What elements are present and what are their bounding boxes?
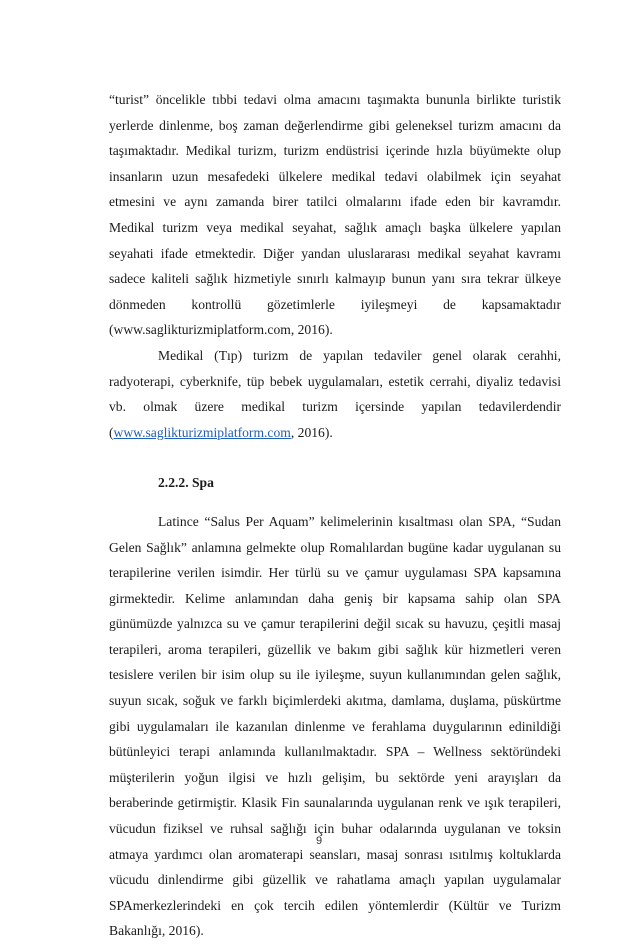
page-number: 9 bbox=[315, 835, 323, 847]
paragraph-medical-treatments-text: Medikal (Tıp) turizm de yapılan tedaviler genel olarak cerahhi, radyoterapi, cyberknife, tüp bebek uygulamaları, estetik cerrahi, diyaliz tedavisi vb. olmak üzere medikal turizm içersinde yapılan tedavilerdendir ( bbox=[109, 347, 561, 440]
page-content bbox=[109, 87, 561, 944]
paragraph-medical-treatments bbox=[109, 343, 561, 445]
paragraph-spa-description: Latince “Salus Per Aquam” kelimelerinin kısaltması olan SPA, “Sudan Gelen Sağlık” anlamına gelmekte olup Romalılardan bugüne kadar uygulanan su terapilerine verilen isimdir. Her türlü su ve çamur uygulaması SPA kapsamına girmektedir. Kelime anlamından daha geniş bir kapsama sahip olan SPA günümüzde yalnızca su ve çamur terapilerini değil sıcak su havuzu, çeşitli masaj terapileri, aroma terapileri, güzellik ve bakım gibi sağlık kür hizmetleri veren tesislere verilen bir isim olup su ile iyileşme, suyun kullanımından gelen sağlık, suyun sıcak, soğuk ve farklı biçimlerdeki akıtma, damlama, duşlama, püskürtme gibi uygulamaları ile kazanılan dinlenme ve ferahlama duygularının edinildiği bütünleyici terapi anlamında kullanılmaktadır. SPA – Wellness sektöründeki müşterilerin yoğun ilgisi ve hızlı gelişim, bu sektörde yeni arayışları da beraberinde getirmiştir. Klasik Fin saunalarında uygulanan renk ve ışık terapileri, vücudun fiziksel ve ruhsal sağlığı için buhar odalarında uygulanan ve toksin atmaya yardımcı olan aromaterapi seansları, masaj sonrası ısıtılmış koltuklarda vücudu dinlendirme gibi güzellik ve rahatlama amaçlı yapılan uygulamalar SPAmerkezlerindeki en çok tercih edilen yöntemlerdir (Kültür ve Turizm Bakanlığı, 2016). bbox=[109, 513, 561, 939]
source-link[interactable]: www.saglikturizmiplatform.com bbox=[113, 424, 291, 440]
paragraph-medical-treatments-end: , 2016). bbox=[290, 424, 333, 440]
section-heading-spa: 2.2.2. Spa bbox=[158, 475, 214, 491]
paragraph-medical-tourism-definition: “turist” öncelikle tıbbi tedavi olma amacını taşımakta bununla birlikte turistik yerlerde dinlenme, boş zaman değerlendirme gibi geleneksel turizm amacını da taşımaktadır. Medikal turizm, turizm endüstrisi içerinde hızla büyümekte olup insanların uzun mesafedeki ülkelere medikal tedavi olabilmek için seyahat etmesini ve aynı zamanda birer tatilci olmalarını ifade eden bir kavramdır. Medikal turizm veya medikal seyahat, sağlık amaçlı başka ülkelere yapılan seyahati ifade etmektedir. Diğer yandan uluslararası medikal seyahat kavramı sadece kaliteli sağlık hizmetiyle sınırlı kalmayıp bunun yanı sıra tekrar ülkeye dönmeden kontrollü gözetimlerle iyileşmeyi de kapsamaktadır (www.saglikturizmiplatform.com, 2016). bbox=[109, 92, 561, 338]
